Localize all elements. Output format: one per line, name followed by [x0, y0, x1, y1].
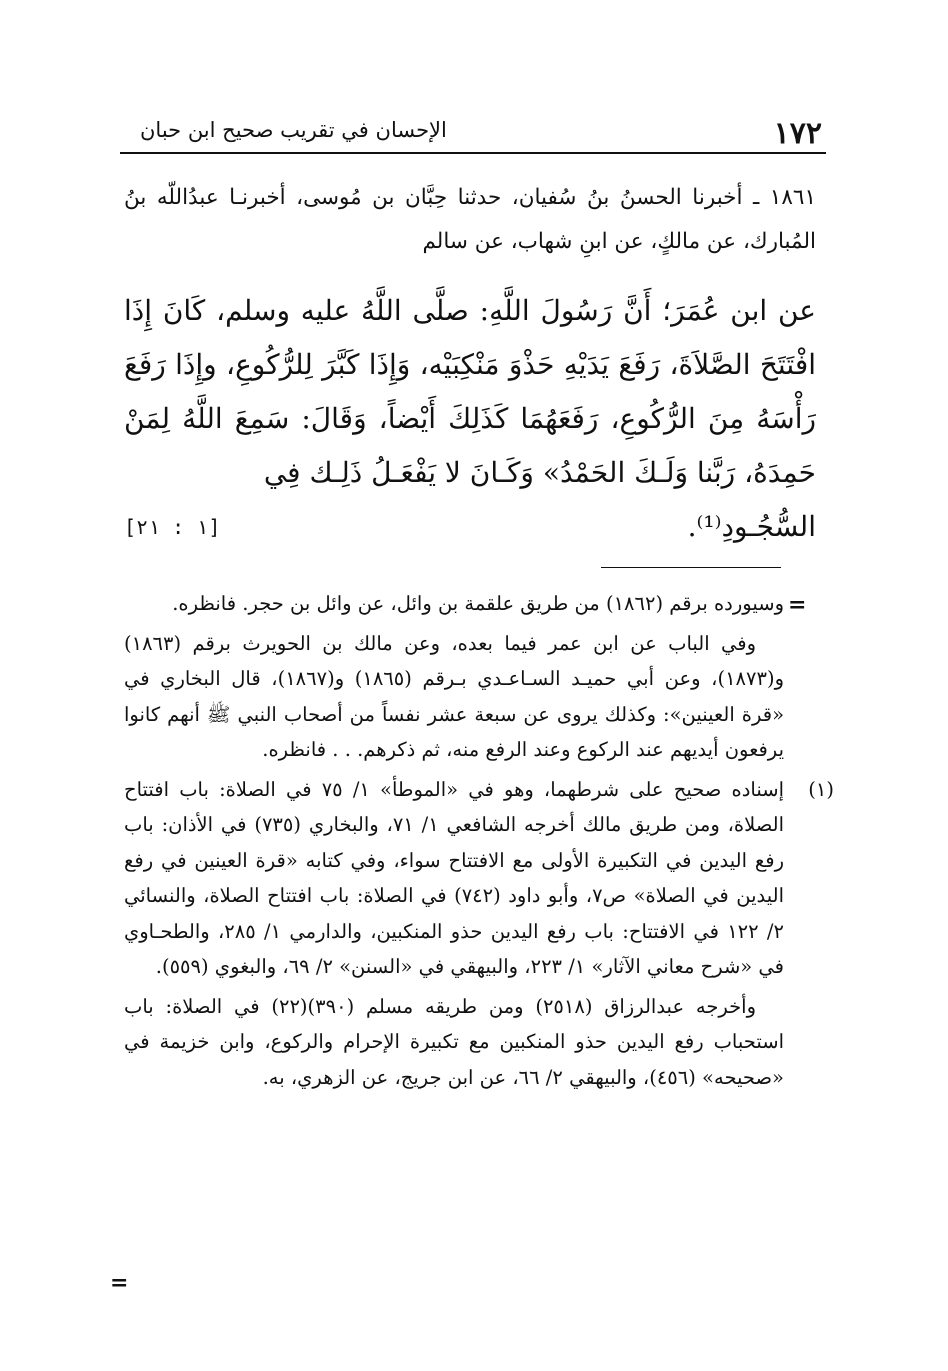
footnote-paragraph: وسيورده برقم (١٨٦٢) من طريق علقمة بن وائل، عن وائل بن حجر. فانظره. [172, 592, 784, 615]
running-title: الإحسان في تقريب صحيح ابن حبان [140, 118, 447, 142]
page-number: ١٧٢ [773, 116, 822, 151]
page-header [120, 110, 826, 152]
continuation-mark-top: = [788, 592, 807, 618]
hadith-matn-text: عن ابن عُمَرَ؛ أَنَّ رَسُولَ اللَّهِ: صلَّى اللَّهُ عليه وسلم، كَانَ إِذَا افْتَتَحَ الصَّلاَةَ، رَفَعَ يَدَيْهِ حَذْوَ مَنْكِبَيْه، وَإِذَا كَبَّرَ لِلرُّكُوعِ، وإِذَا رَفَعَ رَأْسَهُ مِنَ الرُّكُوعِ، رَفَعَهُمَا كَذَلِكَ أَيْضاً، وَقَالَ: سَمِعَ اللَّهُ لِمَنْ حَمِدَهُ، رَبَّنا وَلَـكَ الحَمْدُ» وَكَـانَ لا يَفْعَـلُ ذَلِـك فِي [124, 294, 816, 489]
footnote-1-continued: وأخرجه عبدالرزاق (٢٥١٨) ومن طريقه مسلم (٣٩٠)(٢٢) في الصلاة: باب استحباب رفع اليدين حذو المنكبين مع تكبيرة الإحرام والركوع، وابن خزيمة في «صحيحه» (٤٥٦)، والبيهقي ٢/ ٦٦، عن ابن جريج، عن الزهري، به. [124, 994, 784, 1089]
continuation-mark-bottom: = [110, 1270, 129, 1296]
footnote-paragraph: وفي الباب عن ابن عمر فيما بعده، وعن مالك بن الحويرث برقم (١٨٦٣) و(١٨٧٣)، وعن أبي حميـد السـاعـدي بـرقم (١٨٦٥) و(١٨٦٧)، قال البخاري في «قرة العينين»: وكذلك يروى عن سبعة عشر نفساً من أصحاب النبي ﷺ أنهم كانوا يرفعون أيديهم عند الركوع وعند الرفع منه، ثم ذكرهم. . . فانظره. [124, 631, 784, 761]
footnote-1 [124, 772, 834, 985]
hadith-matn-last-line [124, 500, 816, 554]
hadith-matn [124, 284, 816, 554]
hadith-reference: [١ : ٢١] [124, 515, 221, 539]
header-divider [120, 152, 826, 154]
footnote-1-text: إسناده صحيح على شرطهما، وهو في «الموطأ» ١/ ٧٥ في الصلاة: باب افتتاح الصلاة، ومن طريق مالك أخرجه الشافعي ١/ ٧١، والبخاري (٧٣٥) في الأذان: باب رفع اليدين في التكبيرة الأولى مع الافتتاح سواء، وفي كتابه «قرة العينين في رفع اليدين في الصلاة» ص٧، وأبو داود (٧٤٢) في الصلاة: باب افتتاح الصلاة، والنسائي ٢/ ١٢٢ في الافتتاح: باب رفع اليدين حذو المنكبين، والدارمي ١/ ٢٨٥، والطحـاوي في «شرح معاني الآثار» ١/ ٢٢٣، والبيهقي في «السنن» ٢/ ٦٩، والبغوي (٥٥٩). [124, 777, 784, 978]
hadith-isnad: ١٨٦١ ـ أخبرنا الحسنُ بنُ سُفيان، حدثنا حِبَّان بن مُوسى، أخبرنـا عبدُاللّه بنُ المُبارك، عن مالكٍ، عن ابنِ شهاب، عن سالم [124, 185, 816, 254]
footnote-divider [601, 567, 781, 568]
footnotes [124, 586, 834, 1099]
hadith-matn-ending: السُّجُـودِ⁽¹⁾. [687, 510, 816, 543]
footnote-1-label: (١) [808, 777, 834, 801]
